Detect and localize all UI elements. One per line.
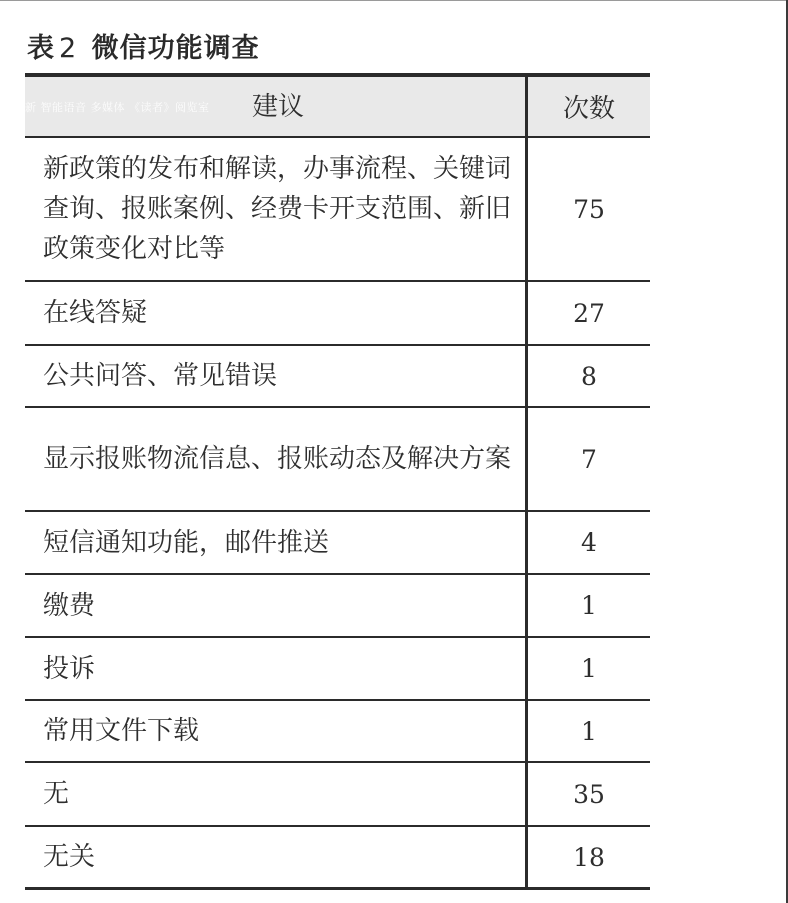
row-count: 4 [581,528,597,557]
watermark-text: 新 智能语音 多媒体 《读者》阅览室 [25,101,210,114]
table-row [25,346,650,408]
row-suggestion: 无 [25,763,528,825]
row-count: 27 [573,298,605,328]
row-count: 1 [581,654,597,683]
row-suggestion: 新政策的发布和解读，办事流程、关键词查询、报账案例、经费卡开支范围、新旧政策变化对比等 [25,138,528,280]
caption-title: 微信功能调查 [91,33,260,64]
row-count: 35 [573,779,605,809]
row-suggestion: 常用文件下载 [25,701,528,761]
table-caption [27,26,260,65]
row-suggestion: 显示报账物流信息、报账动态及解决方案 [25,408,528,510]
caption-label: 表 [27,33,55,64]
header-suggestion: 建议 [25,77,528,136]
table-row [25,282,650,346]
table-row [25,638,650,701]
header-count: 次数 [562,94,615,124]
row-suggestion: 在线答疑 [25,282,528,344]
table-row [25,763,650,827]
row-count: 8 [581,361,597,391]
table-header-row [25,77,650,138]
row-count: 7 [581,444,597,474]
table-row [25,701,650,763]
table-row [25,827,650,890]
row-count: 75 [573,194,605,224]
page-top-border [0,0,788,1]
row-suggestion: 投诉 [25,638,528,699]
row-suggestion: 无关 [25,827,528,887]
table-row [25,512,650,575]
row-suggestion: 公共问答、常见错误 [25,346,528,406]
row-count: 1 [581,716,597,746]
table-row [25,408,650,512]
caption-number: 2 [59,33,78,64]
row-suggestion: 短信通知功能，邮件推送 [25,512,528,573]
survey-table [25,73,650,890]
table-row [25,138,650,282]
row-count: 1 [581,591,597,620]
table-row [25,575,650,638]
row-suggestion: 缴费 [25,575,528,636]
row-count: 18 [573,842,605,872]
